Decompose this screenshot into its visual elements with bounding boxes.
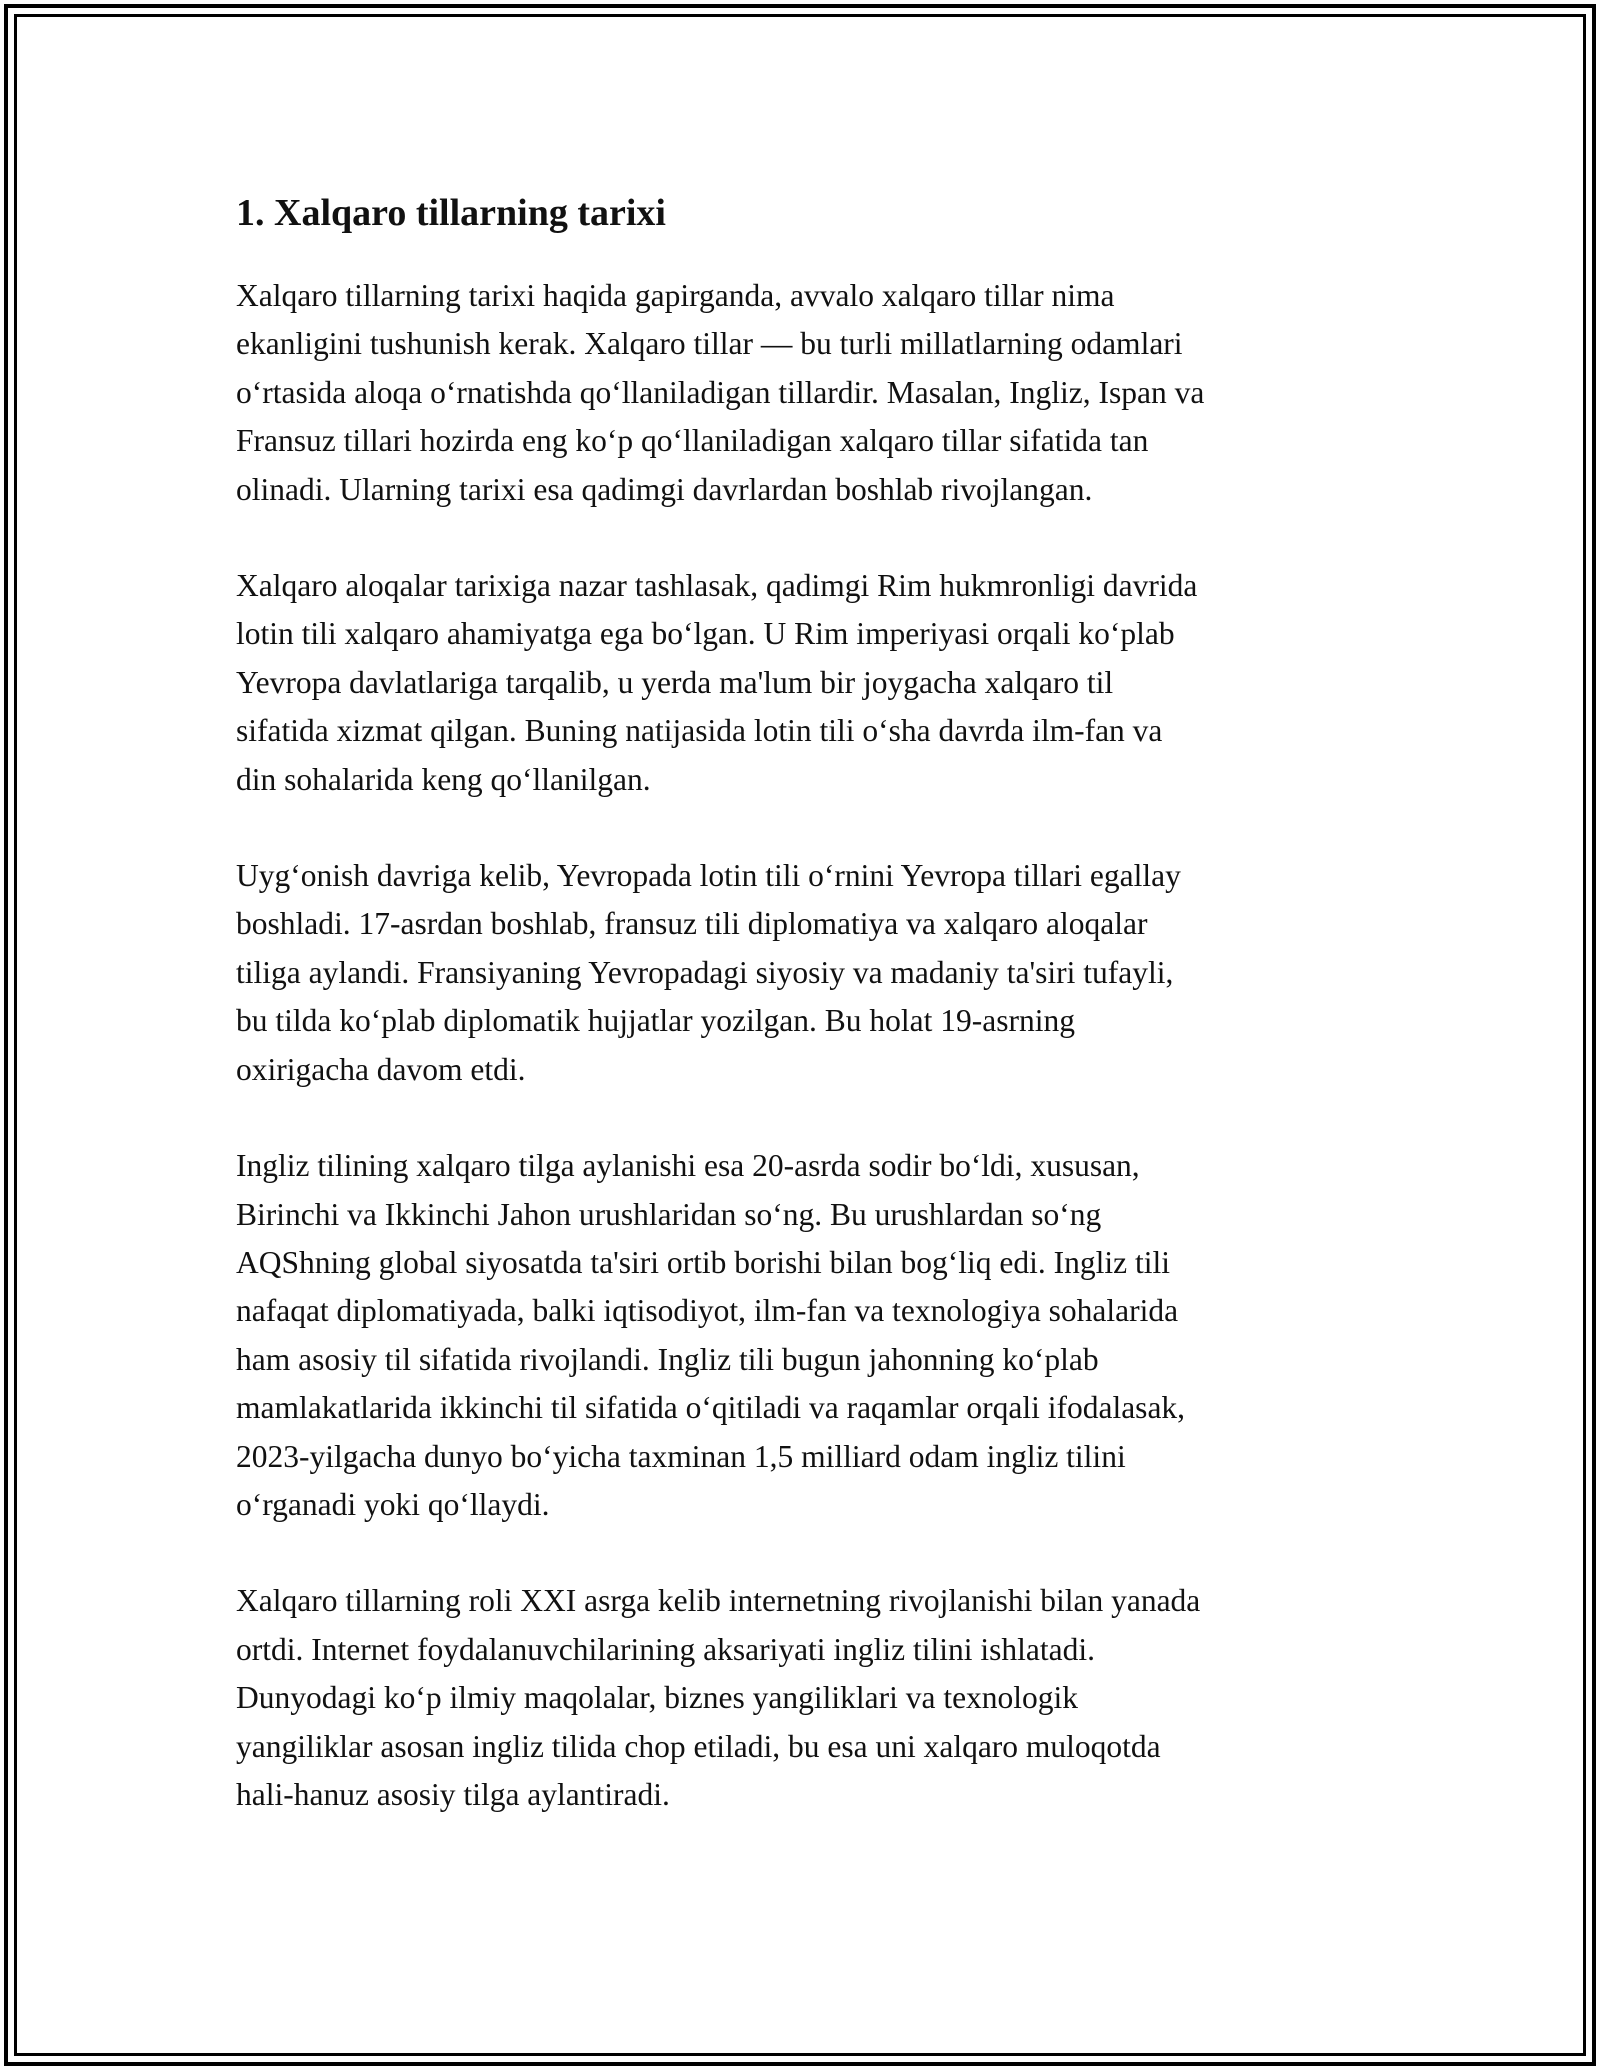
paragraph-line: yangiliklar asosan ingliz tilida chop etiladi, bu esa uni xalqaro muloqotda [236, 1728, 1161, 1764]
paragraph [236, 272, 1386, 514]
paragraph-line: Yevropa davlatlariga tarqalib, u yerda ma'lum bir joygacha xalqaro til [236, 664, 1114, 700]
paragraph [236, 1577, 1386, 1819]
paragraph-line: ortdi. Internet foydalanuvchilarining aksariyati ingliz tilini ishlatadi. [236, 1631, 1096, 1667]
paragraph-line: Dunyodagi koʻp ilmiy maqolalar, biznes yangiliklari va texnologik [236, 1680, 1079, 1716]
paragraph-line: mamlakatlarida ikkinchi til sifatida oʻqitiladi va raqamlar orqali ifodalasak, [236, 1390, 1186, 1426]
paragraph-line: olinadi. Ularning tarixi esa qadimgi davrlardan boshlab rivojlangan. [236, 471, 1093, 507]
paragraph-line: Xalqaro tillarning tarixi haqida gapirganda, avvalo xalqaro tillar nima [236, 278, 1115, 313]
paragraph-line: lotin tili xalqaro ahamiyatga ega boʻlgan. U Rim imperiyasi orqali koʻplab [236, 616, 1175, 652]
paragraph-line: Fransuz tillari hozirda eng koʻp qoʻllaniladigan xalqaro tillar sifatida tan [236, 423, 1149, 459]
paragraph [236, 852, 1386, 1094]
paragraph-line: Xalqaro aloqalar tarixiga nazar tashlasak, qadimgi Rim hukmronligi davrida [236, 568, 1198, 604]
paragraph-line: ekanligini tushunish kerak. Xalqaro tillar — bu turli millatlarning odamlari [236, 326, 1183, 362]
paragraph-line: oxirigacha davom etdi. [236, 1051, 526, 1087]
paragraph [236, 562, 1386, 804]
paragraph-line: Xalqaro tillarning roli XXI asrga kelib internetning rivojlanishi bilan yanada [236, 1583, 1201, 1619]
paragraph-line: nafaqat diplomatiyada, balki iqtisodiyot, ilm-fan va texnologiya sohalarida [236, 1293, 1179, 1329]
paragraph-line: Birinchi va Ikkinchi Jahon urushlaridan soʻng. Bu urushlardan soʻng [236, 1196, 1102, 1232]
paragraph-line: Uygʻonish davriga kelib, Yevropada lotin tili oʻrnini Yevropa tillari egallay [236, 858, 1181, 894]
paragraph-line: bu tilda koʻplab diplomatik hujjatlar yozilgan. Bu holat 19-asrning [236, 1003, 1075, 1039]
paragraph-line: 2023-yilgacha dunyo boʻyicha taxminan 1,5 milliard odam ingliz tilini [236, 1438, 1126, 1474]
paragraph-line: sifatida xizmat qilgan. Buning natijasida lotin tili oʻsha davrda ilm-fan va [236, 713, 1163, 749]
section-heading: 1. Xalqaro tillarning tarixi [236, 192, 666, 234]
paragraph-list [236, 272, 1386, 1819]
paragraph-line: AQShning global siyosatda ta'siri ortib borishi bilan bogʻliq edi. Ingliz tili [236, 1244, 1170, 1280]
paragraph-line: oʻrganadi yoki qoʻllaydi. [236, 1486, 550, 1522]
paragraph-line: hali-hanuz asosiy tilga aylantiradi. [236, 1776, 670, 1812]
paragraph-line: tiliga aylandi. Fransiyaning Yevropadagi siyosiy va madaniy ta'siri tufayli, [236, 954, 1174, 990]
paragraph-line: ham asosiy til sifatida rivojlandi. Ingliz tili bugun jahonning koʻplab [236, 1341, 1099, 1377]
paragraph [236, 1142, 1386, 1529]
paragraph-line: Ingliz tilining xalqaro tilga aylanishi esa 20-asrda sodir boʻldi, xususan, [236, 1148, 1140, 1184]
paragraph-line: boshladi. 17-asrdan boshlab, fransuz tili diplomatiya va xalqaro aloqalar [236, 906, 1148, 942]
paragraph-line: din sohalarida keng qoʻllanilgan. [236, 761, 651, 797]
paragraph-line: oʻrtasida aloqa oʻrnatishda qoʻllaniladigan tillardir. Masalan, Ingliz, Ispan va [236, 374, 1205, 410]
document-body [236, 188, 1386, 1867]
